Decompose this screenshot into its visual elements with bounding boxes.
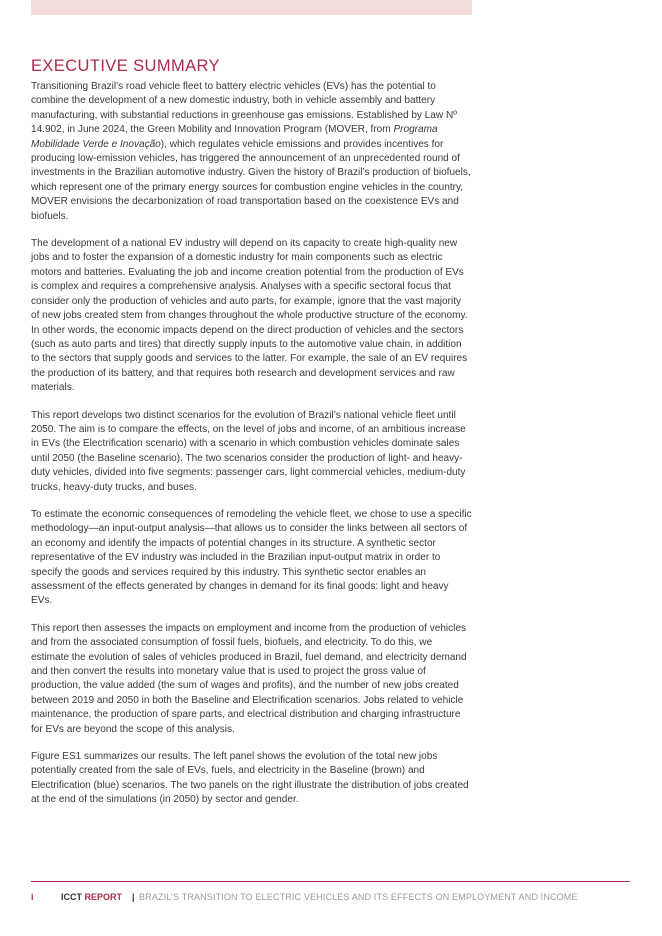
header-band	[31, 0, 472, 15]
page-number: i	[31, 892, 34, 902]
paragraph-4: To estimate the economic consequences of remodeling the vehicle fleet, we chose to use a specific methodology—an input-output analysis—that allows us to consider the links between all sectors of an economy and identify the impacts of potential changes in its structure. A synthetic sector representative of the EV industry was included in the Brazilian input-output matrix in order to specify the goods and services required by this industry. This synthetic sector enables an assessment of the effects generated by changes in demand for its final goods: light and heavy EVs.	[31, 508, 472, 607]
paragraph-3: This report develops two distinct scenarios for the evolution of Brazil’s national vehicle fleet until 2050. The aim is to compare the effects, on the level of jobs and income, of an ambitious increase in EVs (the Electrification scenario) with a scenario in which combustion vehicles dominate sales until 2050 (the Baseline scenario). The two scenarios consider the production of light- and heavy-duty vehicles, divided into five segments: passenger cars, light commercial vehicles, medium-duty trucks, heavy-duty trucks, and buses.	[31, 409, 466, 493]
paragraph-1	[31, 80, 472, 224]
footer-brand	[61, 891, 122, 903]
paragraph-1-text-a: Transitioning Brazil’s road vehicle fleet to battery electric vehicles (EVs) has the potential to combine the development of a new domestic industry, both in vehicle assembly and battery manufacturing, with substantial reductions in greenhouse gas emissions. Established by Law Nº 14.902, in June 2024, the Green Mobility and Innovation Program (MOVER, from	[31, 81, 457, 136]
footer-brand-report: REPORT	[84, 892, 123, 902]
footer-separator: |	[132, 892, 135, 902]
executive-summary	[31, 55, 472, 821]
footer-divider	[31, 881, 630, 882]
section-title: EXECUTIVE SUMMARY	[31, 57, 220, 75]
footer-document-title: BRAZIL’S TRANSITION TO ELECTRIC VEHICLES AND ITS EFFECTS ON EMPLOYMENT AND INCOME	[139, 892, 578, 902]
paragraph-1-text-b: ), which regulates vehicle emissions and provides incentives for producing low-emission vehicles, has triggered the announcement of an unprecedented round of investments in the Brazilian automotive industry. Given the history of Brazil’s production of biofuels, which represent one of the primary energy sources for combustion engine vehicles in the country, MOVER envisions the decarbonization of road transportation based on the coexistence EVs and biofuels.	[31, 138, 471, 222]
paragraph-2: The development of a national EV industry will depend on its capacity to create high-quality new jobs and to foster the expansion of a domestic industry for main components such as electric motors and batteries. Evaluating the job and income creation potential from the production of EVs is complex and requires a comprehensive analysis. Analyses with a specific sectoral focus that consider only the production of vehicles and auto parts, for example, ignore that the vast majority of new jobs created stem from changes throughout the whole productive structure of the economy. In other words, the economic impacts depend on the direct production of vehicles and the sectors (such as auto parts and tires) that directly supply inputs to the automotive value chain, in addition to the sectors that supply goods and services to the latter. For example, the sale of an EV requires the production of its battery, and that requires both research and development services and raw materials.	[31, 238, 468, 394]
paragraph-5: This report then assesses the impacts on employment and income from the production of vehicles and from the associated consumption of fossil fuels, biofuels, and electricity. To do this, we estimate the evolution of sales of vehicles produced in Brazil, fuel demand, and electricity demand and then convert the results into monetary value that is used to project the gross value of production, the value added (the sum of wages and profits), and the number of new jobs created between 2019 and 2050 in both the Baseline and Electrification scenarios. Jobs related to vehicle maintenance, the production of spare parts, and electrical distribution and charging infrastructure for EVs are beyond the scope of this analysis.	[31, 622, 467, 735]
program-name-italic: Programa Mobilidade Verde e Inovação	[31, 124, 438, 150]
paragraph-6: Figure ES1 summarizes our results. The left panel shows the evolution of the total new jobs potentially created from the sale of EVs, fuels, and electricity in the Baseline (brown) and Electrification (blue) scenarios. The two panels on the right illustrate the distribution of jobs created at the end of the simulations (in 2050) by sector and gender.	[31, 751, 469, 806]
footer-brand-icct: ICCT	[61, 892, 82, 902]
